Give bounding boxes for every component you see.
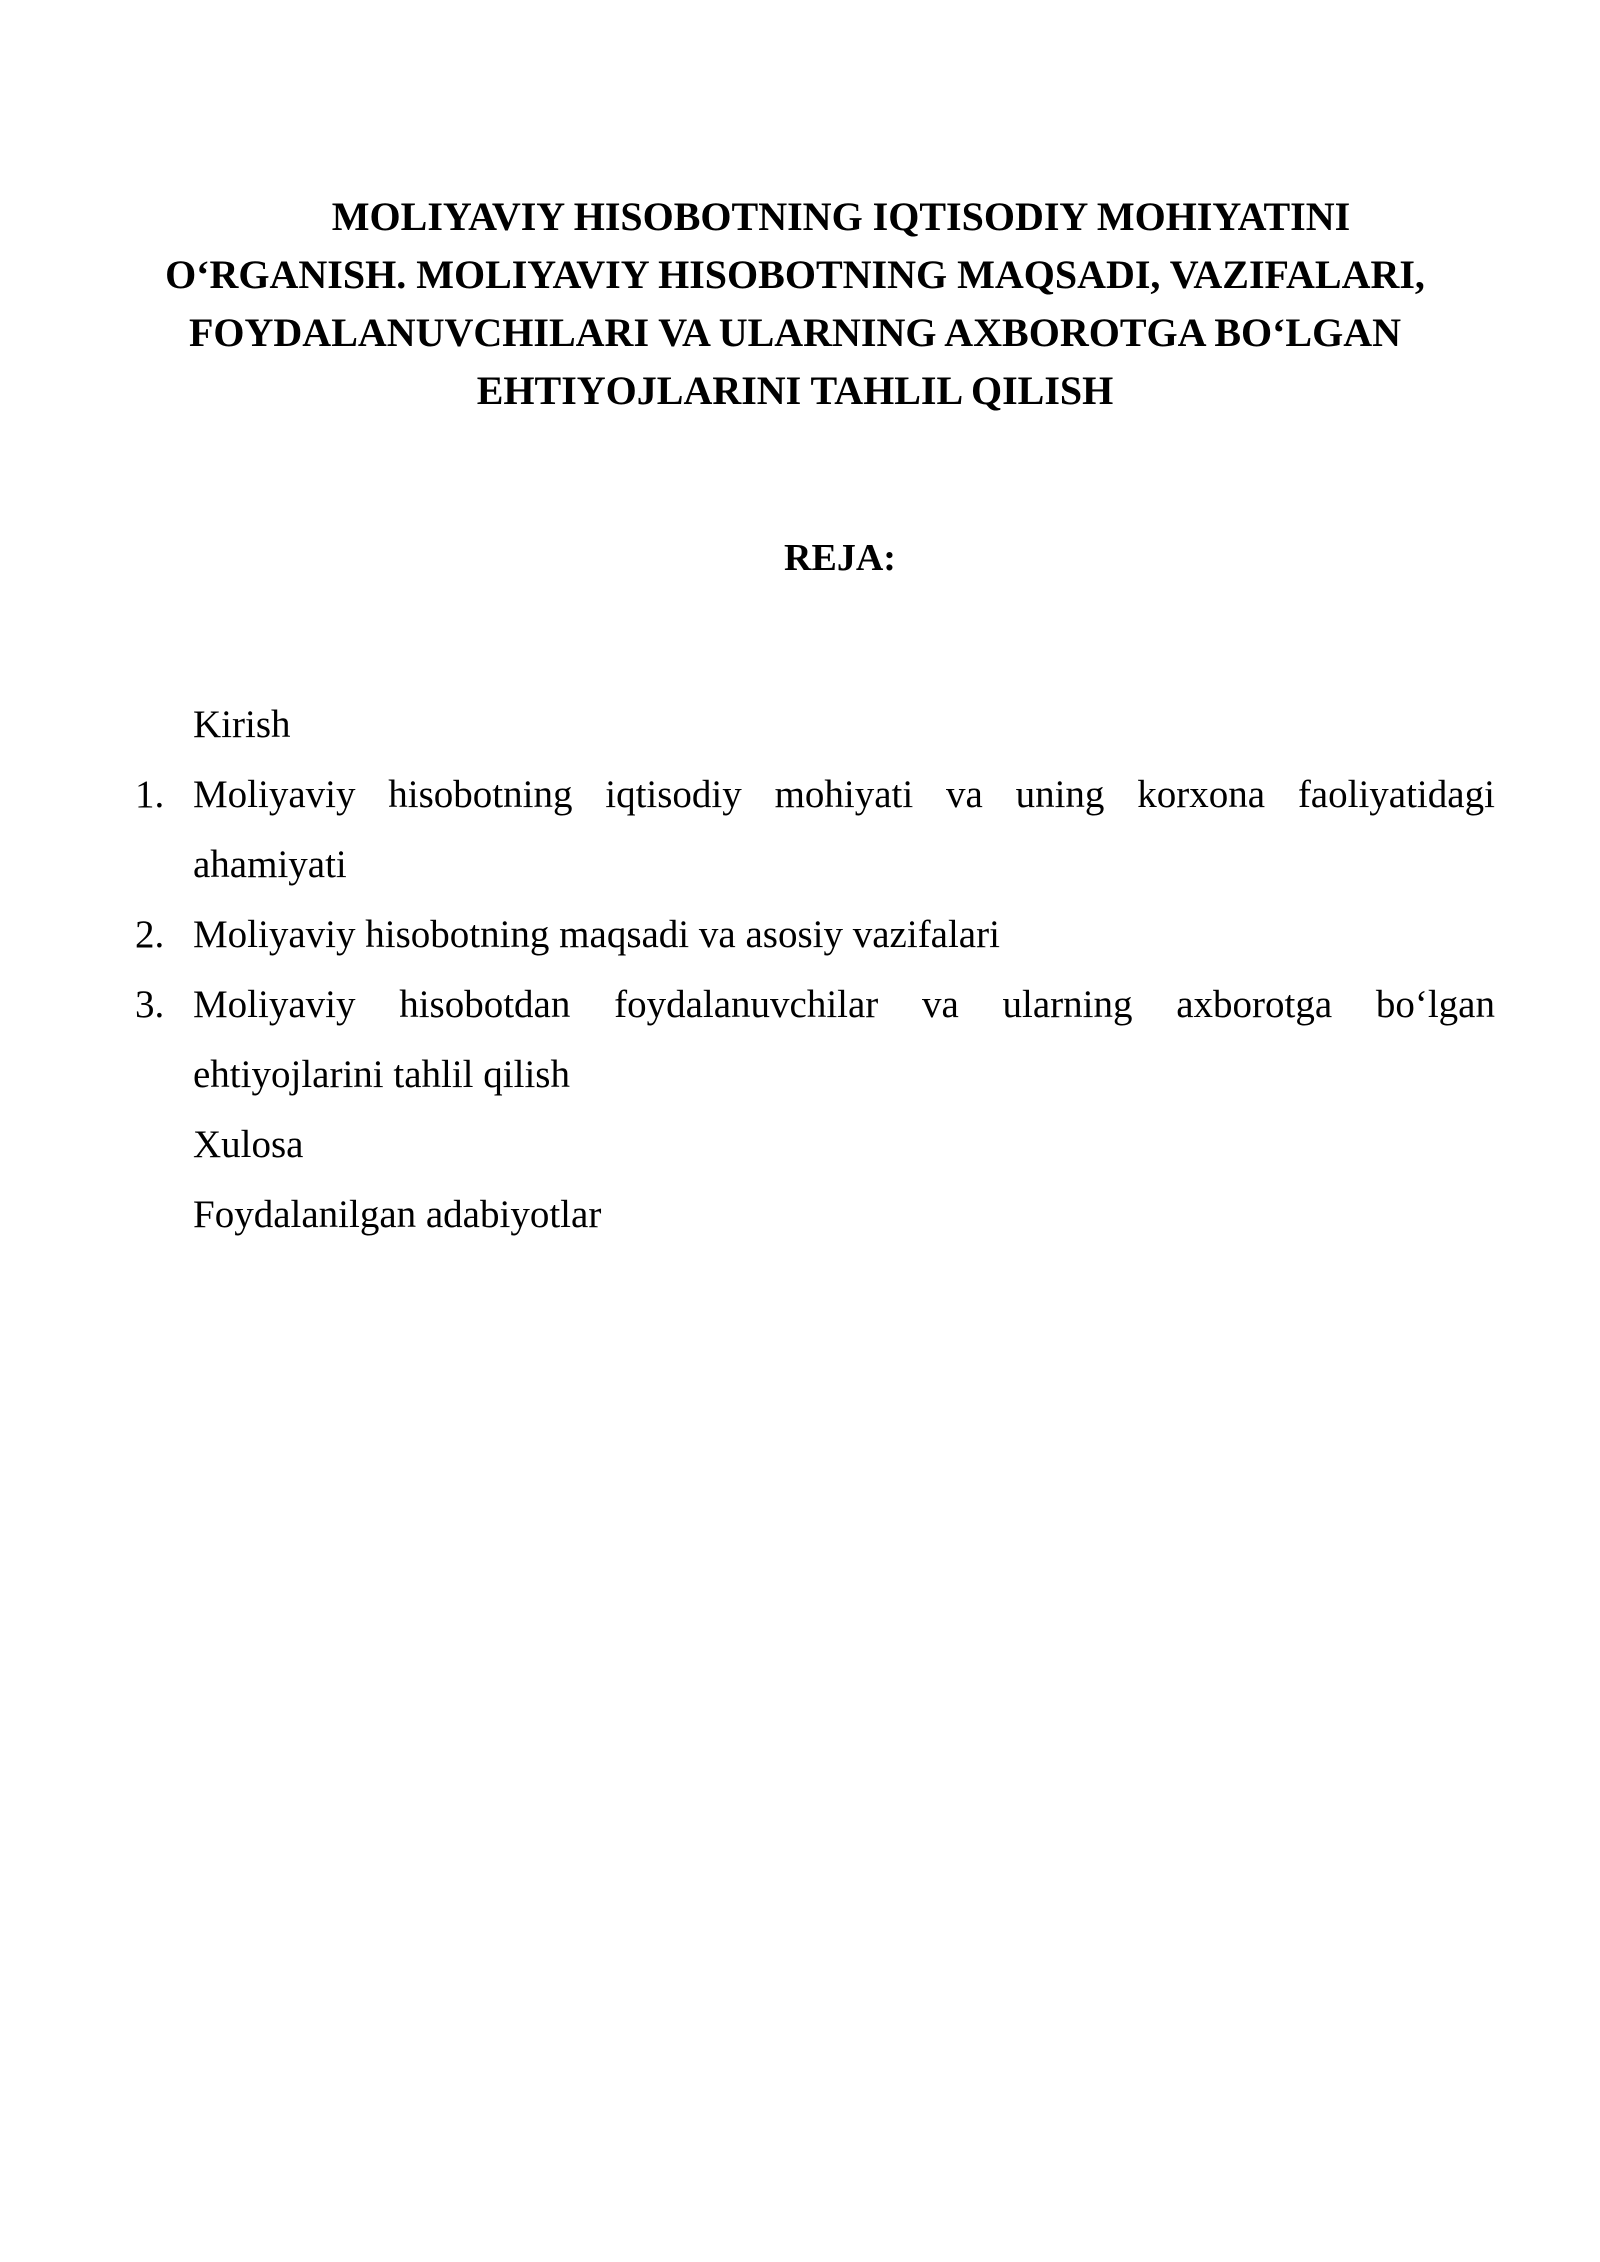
plan-item-line: [193, 760, 1495, 830]
plan-references-text: Foydalanilgan adabiyotlar: [193, 1193, 602, 1236]
plan-item-text: Moliyaviy hisobotning maqsadi va asosiy vazifalari: [193, 913, 1000, 956]
plan-conclusion: [135, 1110, 1495, 1180]
plan-word: uning: [1015, 773, 1105, 816]
plan-word: foydalanuvchilar: [614, 983, 879, 1026]
plan-word: Moliyaviy: [193, 773, 356, 816]
plan-word: ularning: [1002, 983, 1133, 1026]
plan-word: hisobotning: [388, 773, 573, 816]
plan-intro: [135, 690, 1495, 760]
plan-word: Moliyaviy: [193, 983, 356, 1026]
title-line: EHTIYOJLARINI TAHLIL QILISH: [476, 368, 1114, 413]
title-line: FOYDALANUVCHILARI VA ULARNING AXBOROTGA BO‘LGAN: [188, 310, 1401, 355]
plan-references: [135, 1180, 1495, 1250]
plan-word: hisobotdan: [399, 983, 571, 1026]
plan-word: faoliyatidagi: [1297, 773, 1495, 816]
plan-item-line: [193, 970, 1495, 1040]
plan-conclusion-text: Xulosa: [193, 1123, 304, 1166]
plan-list: [135, 690, 1495, 1250]
document-title: [110, 188, 1480, 420]
plan-item-2: [135, 900, 1495, 970]
plan-word: mohiyati: [774, 773, 914, 816]
plan-item-line: ehtiyojlarini tahlil qilish: [193, 1053, 570, 1096]
plan-word: bo‘lgan: [1375, 983, 1495, 1026]
plan-item-number: 2.: [135, 913, 165, 956]
plan-word: va: [946, 773, 983, 816]
plan-item-number: 1.: [135, 773, 165, 816]
plan-item-1: [135, 760, 1495, 900]
title-line: MOLIYAVIY HISOBOTNING IQTISODIY MOHIYATINI: [331, 194, 1351, 239]
plan-word: va: [922, 983, 959, 1026]
plan-item-text: [193, 970, 1495, 1110]
plan-item-text: [193, 760, 1495, 900]
plan-item-3: [135, 970, 1495, 1110]
plan-intro-text: Kirish: [193, 703, 291, 746]
title-line: O‘RGANISH. MOLIYAVIY HISOBOTNING MAQSADI, VAZIFALARI,: [165, 252, 1425, 297]
plan-word: axborotga: [1176, 983, 1333, 1026]
plan-heading: REJA:: [784, 537, 896, 579]
plan-item-number: 3.: [135, 983, 165, 1026]
plan-word: iqtisodiy: [605, 773, 742, 816]
plan-word: korxona: [1137, 773, 1266, 816]
plan-item-line: ahamiyati: [193, 843, 347, 886]
